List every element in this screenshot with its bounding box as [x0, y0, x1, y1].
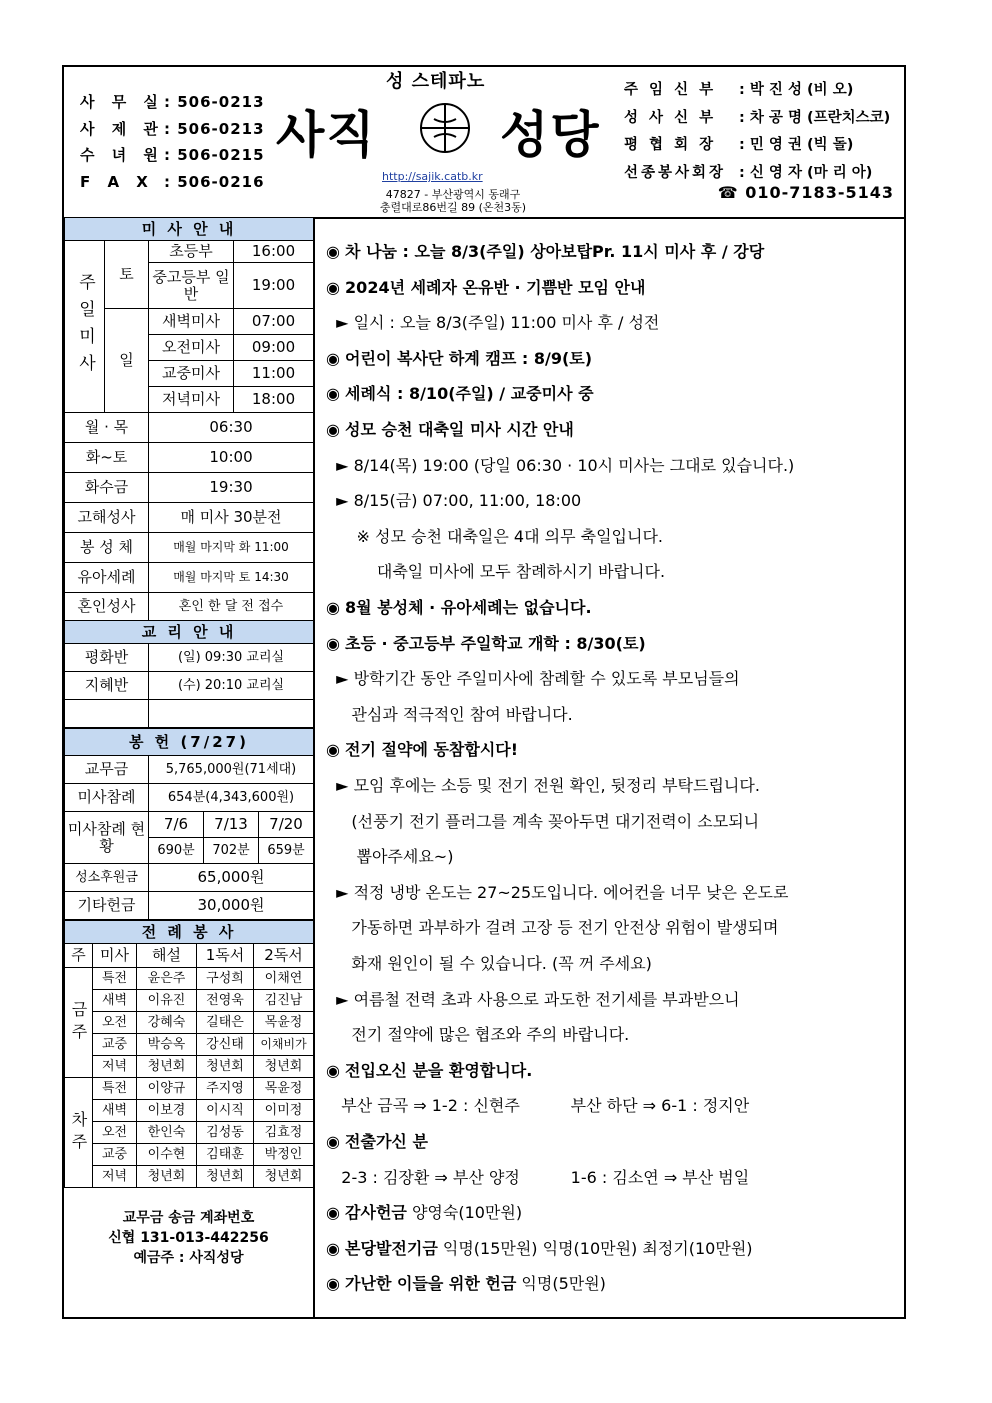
clergy-pastor: 주 임 신 부 : 박 진 성 (비 오)	[624, 82, 854, 98]
notice-bullet: ►	[326, 776, 354, 795]
clergy-assistant: 성 사 신 부 : 차 공 명 (프란치스코)	[624, 109, 891, 126]
notice-line	[326, 417, 574, 440]
liturgy-table: 전 례 봉 사 주 미사 해설 1독서 2독서 금주 특전 윤은주 구성희 이채연 새벽 이유진 전영욱 김진남 오전 강혜숙 길태은 목윤정 교중 박승옥 강신태 이채비가 저녁 청년회 청년회 청년회 차주 특전 이양규 주지영 목윤정 새벽 이보경 이시직 이미정 오전 한인숙 김성동 김효정 교중 이수현 김태훈 박정인 저녁 청년회 청년회 청년회	[64, 920, 314, 1188]
notice-text: 일시 : 오늘 8/3(주일) 11:00 미사 후 / 성전	[353, 313, 660, 333]
notice-bold-text: 전입오신 분을 환영합니다.	[345, 1060, 533, 1080]
notice-line	[326, 1236, 753, 1259]
liturgy-section-title: 전 례 봉 사	[65, 921, 314, 944]
address: 47827 - 부산광역시 동래구 충렬대로86번길 89 (온천3동)	[379, 188, 527, 214]
header	[64, 67, 904, 219]
notice-line	[326, 809, 759, 832]
offering-table: 봉 헌 (7/27) 교무금 5,765,000원(71세대) 미사참례 654분(4,343,600원) 미사참례 현황 7/6 7/13 7/20 690분 702분 659분 성소후원금 65,000원 기타헌금 30,000원	[64, 728, 314, 920]
notice-text: 가동하면 과부하가 걸려 고장 등 전기 안전상 위험이 발생되며	[326, 918, 779, 938]
cross-logo-icon	[418, 101, 472, 155]
notice-line	[326, 1165, 749, 1188]
notice-text: 대축일 미사에 모두 참례하시기 바랍니다.	[326, 562, 666, 582]
parish-subtitle: 성 스테파노	[386, 71, 486, 92]
sunday-label: 주일미사	[65, 241, 105, 413]
notice-text: 8/15(금) 07:00, 11:00, 18:00	[353, 491, 582, 511]
notice-text: 화재 원인이 될 수 있습니다. (꼭 꺼 주세요)	[326, 954, 652, 973]
notice-bullet: ►	[326, 989, 354, 1009]
notice-line	[326, 1129, 428, 1152]
notice-bullet: ◉	[326, 740, 346, 760]
notice-text: 부산 금곡 ⇒ 1-2 : 신현주 부산 하단 ⇒ 6-1 : 정지안	[326, 1096, 750, 1116]
website-link[interactable]: http://sajik.catb.kr	[382, 170, 483, 183]
notice-line	[326, 1022, 629, 1045]
schedule-table: 미 사 안 내 주일미사 토 초등부 16:00 중고등부 일반 19:00 일 새벽미사 07:00 오전미사 09:00 교중미사 11:00 저녁미사 18:00 월 · 목 06:30 화~토 10:00 화수금 19:30 고해성사 매 미사 30분전 봉 성 체 매월 마지막 화 11:00 유아세례 매월 마지막 토 14:30 혼인성사 혼인 한 달 전 접수 교 리 안 내 평화반 (일) 09:30 교리실 지혜반 (수) 20:10 교리실	[64, 217, 314, 728]
notice-line	[326, 702, 573, 725]
notice-text: 익명(5만원)	[516, 1274, 606, 1294]
notice-line	[326, 346, 592, 369]
notice-line	[326, 559, 665, 582]
notice-bold-text: 2024년 세례자 온유반 · 기쁨반 모임 안내	[345, 277, 646, 297]
notice-text: 적정 냉방 온도는 27~25도입니다. 에어컨을 너무 낮은 온도로	[353, 882, 789, 902]
contact-rectory: 사 제 관: 506-0213	[80, 119, 265, 138]
sat-label: 토	[105, 241, 149, 309]
notice-line	[326, 631, 646, 654]
notice-line	[326, 1271, 606, 1294]
notice-text: 뽑아주세요~)	[326, 847, 454, 867]
notice-bold-text: 본당발전기금	[345, 1238, 438, 1258]
contact-office: 사 무 실: 506-0213	[80, 93, 265, 111]
notice-line	[326, 1058, 532, 1081]
notice-line	[326, 453, 794, 476]
phone-number: ☎ 010-7183-5143	[717, 183, 894, 202]
notice-line	[326, 381, 594, 404]
notice-bullet: ►	[326, 455, 354, 475]
next-week-label: 차주	[65, 1078, 93, 1188]
notice-bold-text: 어린이 복사단 하계 캠프 : 8/9(토)	[345, 348, 593, 368]
notice-line	[326, 880, 788, 903]
notice-bullet: ►	[326, 313, 354, 333]
title-right: 성당	[500, 106, 601, 164]
account-info: 교무금 송금 계좌번호 신협 131-013-442256 예금주 : 사직성당	[108, 1210, 269, 1266]
notice-line	[326, 666, 740, 689]
notice-text: 2-3 : 김장환 ⇒ 부산 양정 1-6 : 김소연 ⇒ 부산 범일	[326, 1167, 750, 1187]
notice-line	[326, 737, 518, 760]
notice-bold-text: 감사헌금	[345, 1203, 407, 1223]
notice-line	[326, 524, 663, 547]
notice-text: 8/14(목) 19:00 (당일 06:30 · 10시 미사는 그대로 있습니다.)	[353, 455, 795, 475]
notice-bold-text: 차 나눔 : 오늘 8/3(주일) 상아보탑Pr. 11시 미사 후 / 강당	[345, 242, 765, 261]
notice-bullet: ◉	[326, 1060, 346, 1080]
contact-fax: F A X : 506-0216	[80, 172, 265, 191]
notice-bullet: ◉	[326, 1274, 346, 1294]
notice-text: 전기 절약에 많은 협조와 주의 바랍니다.	[326, 1025, 630, 1045]
notice-bold-text: 8월 봉성체 · 유아세례는 없습니다.	[345, 598, 592, 617]
title-left: 사직	[276, 106, 377, 164]
notice-bullet: ◉	[326, 384, 346, 404]
funeral-chair: 선종봉사회장 : 신 영 자 (마 리 아)	[624, 164, 873, 181]
notice-bullet: ◉	[326, 242, 346, 261]
left-column	[64, 217, 315, 1319]
doctrine-section-title: 교 리 안 내	[65, 621, 314, 644]
mass-section-title: 미 사 안 내	[65, 218, 314, 241]
notice-text: 성모 승천 대축일은 4대 의무 축일입니다.	[375, 526, 664, 546]
notice-bold-text: 전기 절약에 동참합시다!	[345, 740, 519, 760]
attendance-label: 미사참례 현황	[65, 812, 149, 864]
notice-line	[326, 310, 659, 333]
notice-bullet: ►	[326, 882, 354, 902]
notice-bullet: ►	[326, 491, 354, 511]
notice-text: 관심과 적극적인 참여 바랍니다.	[326, 704, 573, 724]
notice-line	[326, 951, 652, 974]
notice-bold-text: 가난한 이들을 위한 헌금	[345, 1274, 517, 1294]
notice-bullet: ◉	[326, 1238, 346, 1258]
notice-line	[326, 1093, 749, 1116]
notice-line	[326, 915, 779, 938]
offering-section-title: 봉 헌 (7/27)	[65, 729, 314, 756]
bulletin-frame	[62, 65, 906, 1319]
notice-bullet: ◉	[326, 633, 346, 653]
sun-label: 일	[105, 309, 149, 413]
notice-bullet: ◉	[326, 598, 346, 617]
notice-text: 여름철 전력 초과 사용으로 과도한 전기세를 부과받으니	[353, 989, 740, 1009]
notice-bullet: ※	[326, 526, 376, 546]
notice-bold-text: 전출가신 분	[345, 1132, 428, 1151]
notice-bold-text: 성모 승천 대축일 미사 시간 안내	[345, 420, 574, 439]
notice-bold-text: 초등 · 중고등부 주일학교 개학 : 8/30(토)	[345, 633, 646, 653]
notice-bullet: ►	[326, 669, 354, 689]
notice-line	[326, 239, 764, 262]
notice-line	[326, 844, 453, 867]
notice-line	[326, 488, 581, 511]
notice-bullet: ◉	[326, 1132, 346, 1151]
contact-convent: 수 녀 원: 506-0215	[80, 146, 265, 164]
notice-line	[326, 595, 592, 618]
notice-bullet: ◉	[326, 348, 346, 368]
notice-bullet: ◉	[326, 1203, 346, 1223]
notice-line	[326, 773, 760, 796]
notice-line	[326, 275, 645, 298]
contact-list	[80, 89, 265, 195]
notice-text: (선풍기 전기 플러그를 계속 꽂아두면 대기전력이 소모되니	[326, 811, 760, 831]
notice-bullet: ◉	[326, 277, 346, 297]
notice-bold-text: 세례식 : 8/10(주일) / 교중미사 중	[345, 384, 594, 404]
notice-text: 방학기간 동안 주일미사에 참례할 수 있도록 부모님들의	[353, 669, 740, 689]
notice-bullet: ◉	[326, 420, 346, 439]
notice-line	[326, 987, 740, 1010]
notice-text: 양영숙(10만원)	[406, 1203, 523, 1223]
notice-text: 익명(15만원) 익명(10만원) 최정기(10만원)	[437, 1238, 753, 1258]
this-week-label: 금주	[65, 968, 93, 1078]
notice-line	[326, 1200, 522, 1223]
council-president: 평 협 회 장 : 민 영 권 (빅 돌)	[624, 137, 854, 153]
clergy-list	[624, 77, 890, 187]
notice-text: 모임 후에는 소등 및 전기 전원 확인, 뒷정리 부탁드립니다.	[353, 776, 760, 795]
